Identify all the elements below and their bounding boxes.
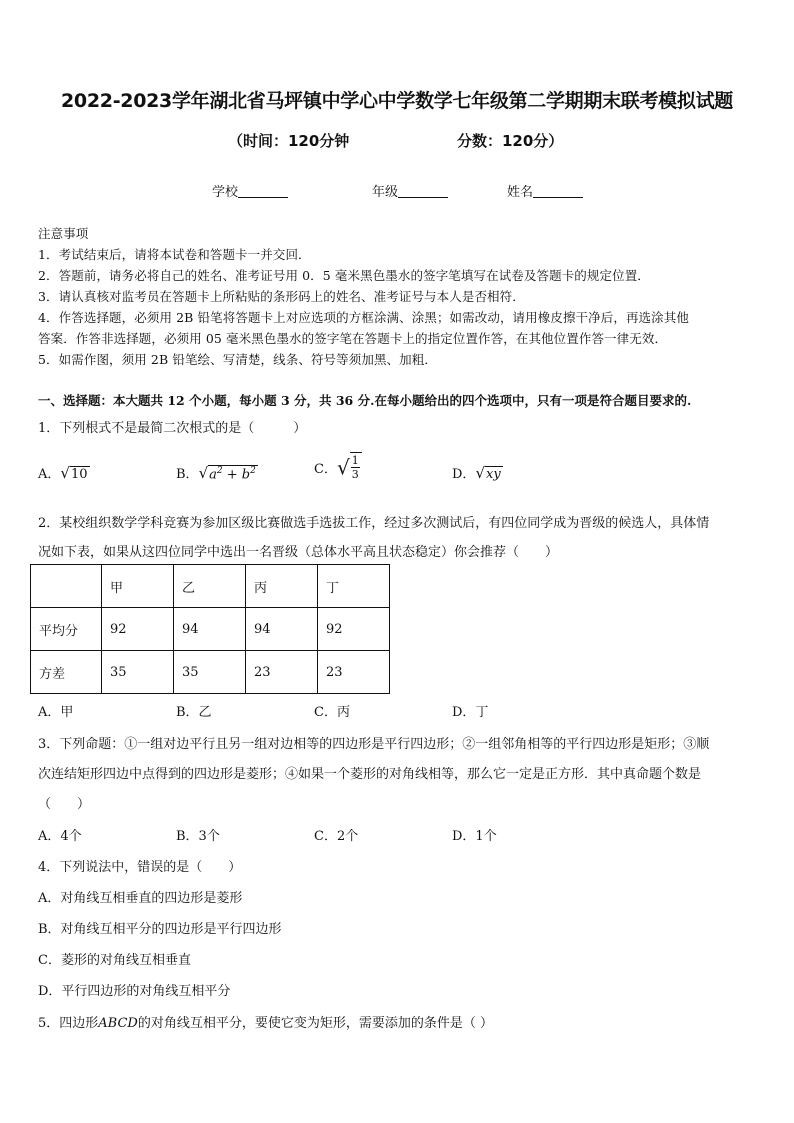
table-row	[31, 608, 390, 651]
table-header-row	[31, 565, 390, 608]
q3-option-b: B．3个	[176, 829, 220, 844]
notice-item: 答案．作答非选择题，必须用 05 毫米黑色墨水的签字笔在答题卡上的指定位置作答，在其他位置作答一律无效．	[38, 331, 668, 346]
table-cell: 35	[102, 651, 174, 694]
table-header: 甲	[102, 565, 174, 608]
table-header: 乙	[174, 565, 246, 608]
table-cell: 94	[246, 608, 318, 651]
table-row	[31, 651, 390, 694]
q1-option-a: A．√10	[38, 464, 88, 482]
notice-item: 4．作答选择题，必须用 2B 铅笔将答题卡上对应选项的方框涂满、涂黑；如需改动，请用橡皮擦干净后，再选涂其他	[38, 310, 689, 325]
table-cell: 23	[246, 651, 318, 694]
q1-option-b: B．$√a^2 + b^2$	[176, 464, 256, 482]
exam-time: （时间：120分钟	[228, 132, 350, 150]
q4-option-a: A．对角线互相垂直的四边形是菱形	[38, 891, 243, 906]
notice-item: 5．如需作图，须用 2B 铅笔绘、写清楚，线条、符号等须加黑、加粗．	[38, 352, 437, 367]
question-3-line: 次连结矩形四边中点得到的四边形是菱形；④如果一个菱形的对角线相等，那么它一定是正方形．其中真命题个数是	[38, 767, 702, 782]
question-5-stem: 5．四边形ABCD的对角线互相平分，要使它变为矩形，需要添加的条件是（ ）	[38, 1016, 493, 1031]
q3-option-d: D．1个	[452, 829, 497, 844]
q3-option-c: C．2个	[314, 829, 359, 844]
table-cell: 35	[174, 651, 246, 694]
score-table	[30, 564, 390, 694]
exam-score: 分数：120分）	[457, 132, 564, 150]
notice-item: 2．答题前，请务必将自己的姓名、准考证号用 0．5 毫米黑色墨水的签字笔填写在试卷及答题卡的规定位置．	[38, 268, 650, 283]
q2-option-a: A．甲	[38, 705, 74, 720]
school-field: 学校	[212, 181, 288, 200]
question-4-stem: 4．下列说法中，错误的是（ ）	[38, 860, 242, 875]
table-cell: 92	[318, 608, 390, 651]
notice-item: 1．考试结束后，请将本试卷和答题卡一并交回．	[38, 247, 311, 262]
page-title: 2022-2023学年湖北省马坪镇中学心中学数学七年级第二学期期末联考模拟试题	[61, 90, 733, 112]
q3-option-a: A．4个	[38, 829, 82, 844]
question-3-line: （ ）	[38, 797, 91, 812]
table-header: 丙	[246, 565, 318, 608]
grade-blank	[398, 183, 448, 198]
table-cell: 92	[102, 608, 174, 651]
grade-field: 年级	[372, 181, 448, 200]
q2-option-b: B．乙	[176, 705, 212, 720]
q2-option-c: C．丙	[314, 705, 350, 720]
notice-heading: 注意事项	[38, 226, 89, 241]
q1-option-d: D．√xy	[452, 464, 501, 482]
question-1-stem: 1．下列根式不是最简二次根式的是（ ）	[38, 421, 307, 436]
question-2-line: 况如下表，如果从这四位同学中选出一名晋级（总体水平高且状态稳定）你会推荐（ ）	[38, 545, 559, 560]
table-header: 丁	[318, 565, 390, 608]
table-cell: 23	[318, 651, 390, 694]
name-blank	[533, 183, 583, 198]
name-field: 姓名	[507, 181, 583, 200]
section-heading: 一、选择题：本大题共 12 个小题，每小题 3 分，共 36 分.在每小题给出的四个选项中，只有一项是符合题目要求的.	[38, 393, 692, 408]
table-cell: 方差	[31, 651, 102, 694]
table-cell: 94	[174, 608, 246, 651]
table-cell	[31, 565, 102, 608]
table-cell: 平均分	[31, 608, 102, 651]
q4-option-c: C．菱形的对角线互相垂直	[38, 953, 191, 968]
q1-option-c: C．√ $\frac{1}{3}$	[314, 452, 362, 481]
school-blank	[238, 183, 288, 198]
q2-option-d: D．丁	[452, 705, 489, 720]
question-2-line: 2．某校组织数学学科竞赛为参加区级比赛做选手选拔工作，经过多次测试后，有四位同学成为晋级的候选人，具体情	[38, 516, 710, 531]
q4-option-b: B．对角线互相平分的四边形是平行四边形	[38, 922, 282, 937]
q4-option-d: D．平行四边形的对角线互相平分	[38, 984, 231, 999]
notice-item: 3．请认真核对监考员在答题卡上所粘贴的条形码上的姓名、准考证号与本人是否相符．	[38, 289, 525, 304]
question-3-line: 3．下列命题：①一组对边平行且另一组对边相等的四边形是平行四边形；②一组邻角相等的平行四边形是矩形；③顺	[38, 737, 710, 752]
